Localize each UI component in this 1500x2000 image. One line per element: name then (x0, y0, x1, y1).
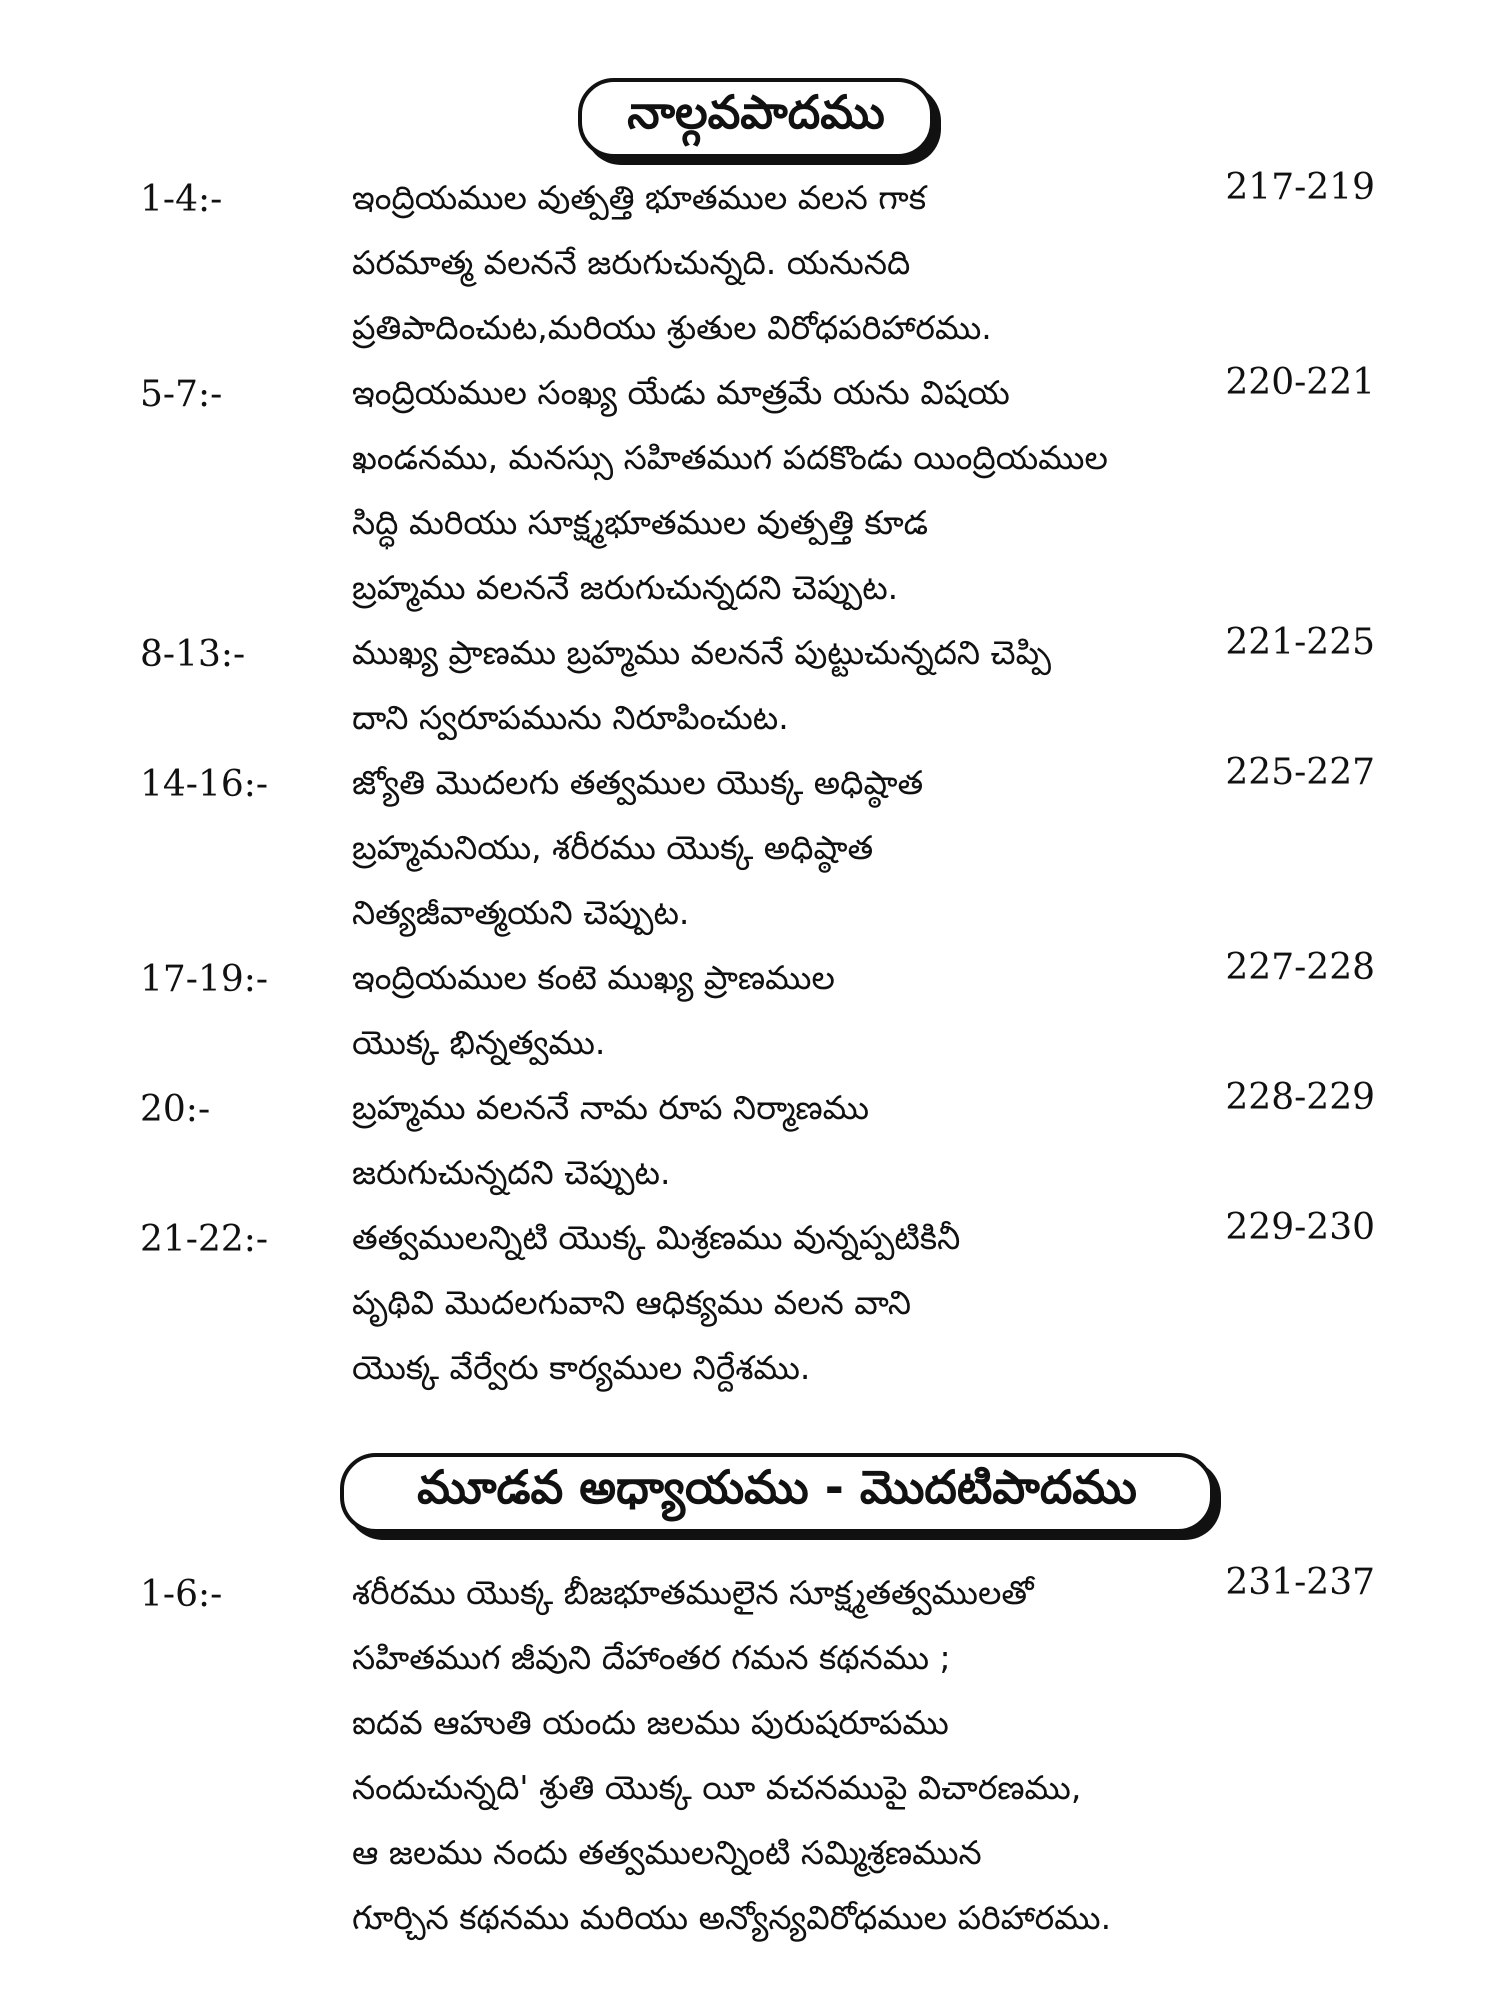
page-range: 229-230 (1225, 1207, 1375, 1248)
page-range: 227-228 (1225, 947, 1375, 988)
entry-description (352, 750, 1192, 945)
description-line: ఇంద్రియముల వుత్పత్తి భూతముల వలన గాక (352, 178, 927, 217)
description-line: గూర్చిన కథనము మరియు అన్యోన్యవిరోధముల పరిహారము. (352, 1898, 1112, 1937)
description-line: ముఖ్య ప్రాణము బ్రహ్మము వలననే పుట్టుచున్నదని చెప్పి (352, 633, 1052, 672)
page-range: 231-237 (1225, 1562, 1375, 1603)
description-line: బ్రహ్మము వలననే జరుగుచున్నదని చెప్పుట. (352, 568, 899, 607)
page-range: 217-219 (1225, 167, 1375, 208)
description-line: యొక్క వేర్వేరు కార్యముల నిర్దేశము. (352, 1348, 811, 1387)
description-line: ఇంద్రియముల సంఖ్య యేడు మాత్రమే యను విషయ (352, 373, 1010, 412)
sutra-range: 17-19:- (140, 959, 269, 1000)
sutra-range: 5-7:- (140, 374, 223, 415)
description-line: శరీరము యొక్క బీజభూతములైన సూక్ష్మతత్వములతో (352, 1573, 1034, 1612)
description-line: ఖండనము, మనస్సు సహితముగ పదకొండు యింద్రియముల (352, 438, 1108, 477)
description-line: జ్యోతి మొదలగు తత్వముల యొక్క అధిష్ఠాత (352, 763, 924, 802)
description-line: నందుచున్నది' శ్రుతి యొక్క యీ వచనముపై విచారణము, (352, 1768, 1082, 1807)
description-line: సహితముగ జీవుని దేహాంతర గమన కథనము ; (352, 1638, 951, 1677)
description-line: బ్రహ్మము వలననే నామ రూప నిర్మాణము (352, 1088, 869, 1127)
entry-description (352, 620, 1192, 750)
description-line: పరమాత్మ వలననే జరుగుచున్నది. యనునది (352, 243, 911, 282)
description-line: నిత్యజీవాత్మయని చెప్పుట. (352, 893, 690, 932)
sutra-range: 21-22:- (140, 1219, 269, 1260)
description-line: బ్రహ్మమనియు, శరీరము యొక్క అధిష్ఠాత (352, 828, 874, 867)
entry-description (352, 165, 1192, 360)
section-heading-third-adhyaya-first-pada: మూడవ అధ్యాయము - మొదటిపాదము (340, 1453, 1214, 1533)
sutra-range: 1-6:- (140, 1574, 223, 1615)
description-line: ఆ జలము నందు తత్వములన్నింటి సమ్మిశ్రణమున (352, 1833, 982, 1872)
description-line: ప్రతిపాదించుట,మరియు శ్రుతుల విరోధపరిహారము. (352, 308, 992, 347)
description-line: యొక్క భిన్నత్వము. (352, 1023, 606, 1062)
entry-description (352, 945, 1192, 1075)
sutra-range: 1-4:- (140, 179, 223, 220)
page-range: 220-221 (1225, 362, 1375, 403)
sutra-range: 8-13:- (140, 634, 246, 675)
description-line: జరుగుచున్నదని చెప్పుట. (352, 1153, 671, 1192)
entry-description (352, 1075, 1192, 1205)
entry-description (352, 1205, 1192, 1400)
description-line: ఇంద్రియముల కంటె ముఖ్య ప్రాణముల (352, 958, 835, 997)
sutra-range: 20:- (140, 1089, 211, 1130)
sutra-range: 14-16:- (140, 764, 269, 805)
entry-description (352, 360, 1192, 620)
page-range: 225-227 (1225, 752, 1375, 793)
description-line: దాని స్వరూపమును నిరూపించుట. (352, 698, 789, 737)
page-range: 228-229 (1225, 1077, 1375, 1118)
entry-description (352, 1560, 1192, 1950)
page-range: 221-225 (1225, 622, 1375, 663)
description-line: పృథివి మొదలగువాని ఆధిక్యము వలన వాని (352, 1283, 912, 1322)
description-line: ఐదవ ఆహుతి యందు జలము పురుషరూపము (352, 1703, 949, 1742)
section-heading-fourth-pada: నాల్గవపాదము (578, 78, 934, 158)
description-line: సిద్ధి మరియు సూక్ష్మభూతముల వుత్పత్తి కూడ (352, 503, 929, 542)
description-line: తత్వములన్నిటి యొక్క మిశ్రణము వున్నప్పటికినీ (352, 1218, 961, 1257)
